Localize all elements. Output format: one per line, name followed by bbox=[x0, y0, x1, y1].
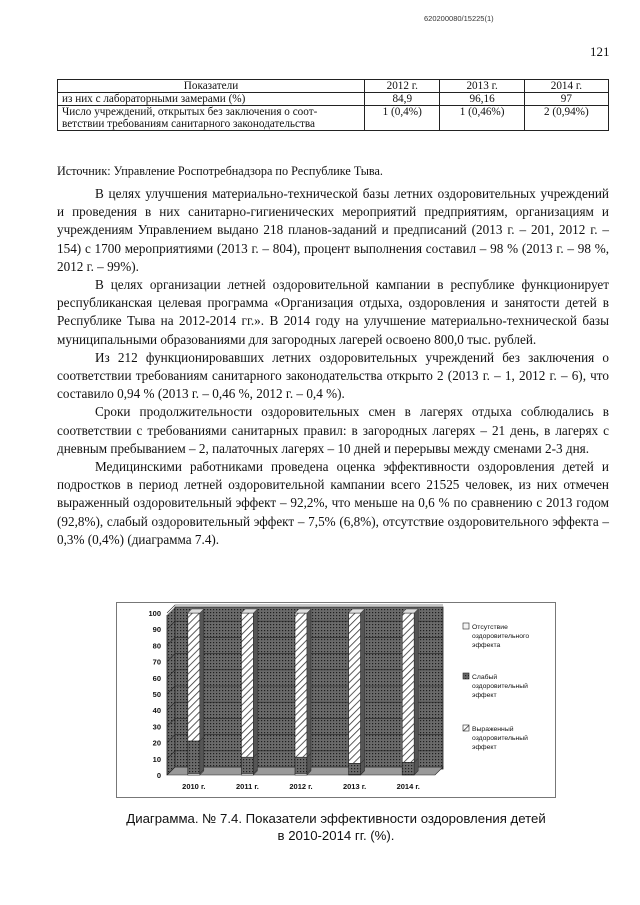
plot-side-wall bbox=[167, 607, 175, 775]
table-cell: 96,16 bbox=[440, 93, 524, 106]
source-note: Источник: Управление Роспотребнадзора по Республике Тыва. bbox=[57, 164, 383, 178]
bar-segment bbox=[349, 613, 361, 763]
paragraph: В целях организации летней оздоровительной кампании в республике функционирует республиканская целевая программа «Организация отдыха, оздоровления и занятости детей в Республике Тыва на 2012-2014 гг.». В 2014 году на улучшение материально-технической базы муниципальными образованиями для загородных лагерей освоено 800,0 тыс. рублей. bbox=[57, 277, 609, 347]
paragraph: Из 212 функционировавших летних оздоровительных учреждений без заключения о соответствии требованиям санитарного законодательства открыто 2 (2013 г. – 1, 2012 г. – 6), что составило 0,94 % (2013 г. – 0,46 %, 2012 г. – 0,4 %). bbox=[57, 349, 609, 402]
bar-segment bbox=[402, 762, 414, 774]
table-header-cell: 2013 г. bbox=[440, 80, 524, 93]
y-tick-label: 100 bbox=[148, 609, 161, 618]
table-header-cell: 2014 г. bbox=[524, 80, 608, 93]
paragraph: В целях улучшения материально-технической базы летних оздоровительных учреждений и проведения в них санитарно-гигиенических мероприятий предприятиям, организациям и учреждениям Управлением выдано 218 планов-заданий и предписаний (2013 г. – 201, 2012 г. – 154) с 1700 мероприятиями (2013 г. – 804), процент выполнения составил – 98 % (2013 г. – 98 %, 2012 г. – 99%). bbox=[57, 186, 609, 274]
label-line: Число учреждений, открытых без заключения о соот- bbox=[62, 106, 318, 118]
x-tick-label: 2011 г. bbox=[235, 782, 259, 791]
legend-label: оздоровительного bbox=[472, 633, 530, 640]
legend-swatch bbox=[463, 673, 469, 679]
x-tick-label: 2013 г. bbox=[342, 782, 367, 791]
y-tick-label: 40 bbox=[152, 706, 161, 716]
y-tick-label: 80 bbox=[152, 641, 161, 651]
table-cell: 97 bbox=[524, 93, 608, 106]
bar-segment bbox=[188, 613, 200, 741]
bar-segment bbox=[188, 741, 200, 773]
bar-segment-side bbox=[200, 737, 204, 773]
table-header-cell: 2012 г. bbox=[365, 80, 440, 93]
legend-label: Слабый bbox=[472, 674, 498, 681]
table-row bbox=[58, 106, 609, 131]
table-cell: 1 (0,46%) bbox=[440, 106, 524, 131]
table-cell: 1 (0,4%) bbox=[365, 106, 440, 131]
document-id: 620200080/15225(1) bbox=[424, 14, 494, 23]
bar-segment bbox=[349, 763, 361, 774]
bar-segment bbox=[241, 757, 253, 773]
bar-segment-side bbox=[200, 609, 204, 741]
bar-segment-side bbox=[361, 609, 365, 763]
chart-caption bbox=[60, 810, 612, 844]
legend-label: эффекта bbox=[472, 642, 501, 649]
y-tick-label: 70 bbox=[152, 657, 161, 667]
bar-segment-side bbox=[253, 609, 257, 757]
y-tick-label: 10 bbox=[152, 754, 161, 764]
y-tick-label: 20 bbox=[152, 738, 161, 748]
body-text bbox=[57, 185, 609, 549]
page-number: 121 bbox=[590, 44, 610, 59]
table-cell: 84,9 bbox=[365, 93, 440, 106]
x-tick-label: 2014 г. bbox=[396, 782, 420, 791]
paragraph: Медицинскими работниками проведена оценка эффективности оздоровления детей и подростков в период летней оздоровительной кампании всего 21525 человек, из них отмечен выраженный оздоровительный эффект – 92,2%, что меньше на 0,6 % по сравнению с 2013 годом (92,8%), слабый оздоровительный эффект – 7,5% (6,8%), отсутствие оздоровительного эффекта – 0,3% (0,4%) (диаграмма 7.4). bbox=[57, 459, 609, 547]
caption-line: Диаграмма. № 7.4. Показатели эффективности оздоровления детей bbox=[126, 811, 546, 826]
legend-swatch bbox=[463, 623, 469, 629]
bar-segment bbox=[402, 613, 414, 762]
legend-label: эффект bbox=[472, 744, 497, 751]
legend-label: эффект bbox=[472, 692, 497, 699]
bar-segment bbox=[295, 757, 307, 773]
y-tick-label: 90 bbox=[152, 625, 161, 635]
legend-label: Выраженный bbox=[472, 726, 514, 733]
y-tick-label: 0 bbox=[156, 771, 161, 780]
legend-swatch bbox=[463, 725, 469, 731]
table-row-label bbox=[58, 106, 365, 131]
bar-segment-side bbox=[307, 609, 311, 757]
caption-line: в 2010-2014 гг. (%). bbox=[277, 828, 395, 843]
table-header-row bbox=[58, 80, 609, 93]
table-header-cell: Показатели bbox=[58, 80, 365, 93]
table-cell: 2 (0,94%) bbox=[524, 106, 608, 131]
legend-label: оздоровительный bbox=[472, 735, 528, 742]
table-row-label bbox=[58, 93, 365, 106]
x-tick-label: 2010 г. bbox=[182, 782, 206, 791]
bar-segment-side bbox=[414, 609, 418, 762]
y-tick-label: 60 bbox=[152, 673, 161, 683]
table-row bbox=[58, 93, 609, 106]
chart-container bbox=[116, 602, 556, 798]
y-tick-label: 30 bbox=[152, 722, 161, 732]
label-line: ветствии требованиям санитарного законодательства bbox=[62, 118, 315, 130]
label-line: из них с лабораторными замерами (%) bbox=[62, 93, 246, 105]
bar-segment bbox=[241, 613, 253, 757]
legend-label: оздоровительный bbox=[472, 683, 528, 690]
paragraph: Сроки продолжительности оздоровительных смен в лагерях отдыха соблюдались в соответствии с требованиями санитарных правил: в загородных лагерях – 21 день, в лагерях с дневным пребыванием – 2, палаточных лагерях – 10 дней и перерывы между сменами 2-3 дня. bbox=[57, 404, 609, 456]
legend-label: Отсутствие bbox=[472, 624, 508, 631]
y-tick-label: 50 bbox=[152, 690, 161, 699]
stacked-bar-chart bbox=[117, 603, 555, 797]
statistics-table bbox=[57, 79, 609, 131]
bar-segment bbox=[295, 613, 307, 757]
x-tick-label: 2012 г. bbox=[289, 782, 313, 791]
